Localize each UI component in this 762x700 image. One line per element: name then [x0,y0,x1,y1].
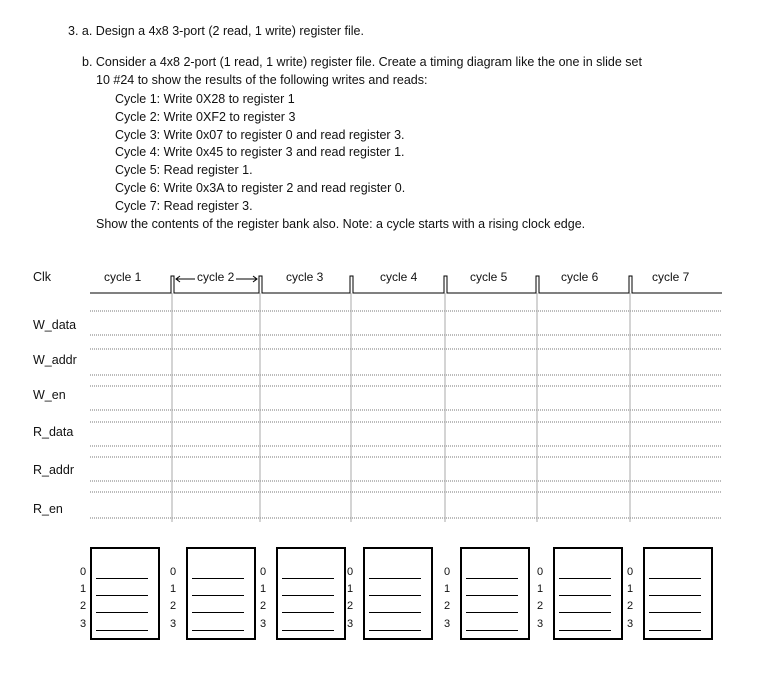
register-address-label: 3 [626,618,634,630]
register-address-label: 2 [79,600,87,612]
register-address-label: 3 [259,618,267,630]
register-value-slot[interactable] [282,595,334,596]
register-address-label: 1 [626,583,634,595]
register-value-slot[interactable] [649,630,701,631]
register-value-slot[interactable] [649,595,701,596]
question-part-b-line1: b. Consider a 4x8 2-port (1 read, 1 write) register file. Create a timing diagram like the one in slide set [82,55,642,69]
register-value-slot[interactable] [192,630,244,631]
cycle-instruction-3: Cycle 3: Write 0x07 to register 0 and read register 3. [115,128,405,142]
cycle-instruction-2: Cycle 2: Write 0XF2 to register 3 [115,110,296,124]
register-address-label: 1 [259,583,267,595]
cycle-label-5: cycle 5 [470,270,508,284]
register-address-label: 1 [79,583,87,595]
register-value-slot[interactable] [559,595,611,596]
register-value-slot[interactable] [649,578,701,579]
register-value-slot[interactable] [282,578,334,579]
cycle-label-2: cycle 2 [197,270,235,284]
cycle-instruction-4: Cycle 4: Write 0x45 to register 3 and read register 1. [115,145,405,159]
register-address-label: 1 [536,583,544,595]
register-value-slot[interactable] [466,578,518,579]
register-address-label: 0 [79,566,87,578]
register-value-slot[interactable] [369,578,421,579]
signal-label-r-addr: R_addr [33,463,74,477]
register-value-slot[interactable] [466,630,518,631]
register-bank-frame [276,547,346,640]
register-address-label: 3 [443,618,451,630]
signal-label-w-data: W_data [33,318,77,332]
register-address-label: 1 [443,583,451,595]
register-address-label: 2 [536,600,544,612]
register-value-slot[interactable] [192,612,244,613]
question-note: Show the contents of the register bank also. Note: a cycle starts with a rising clock edge. [96,217,586,231]
register-value-slot[interactable] [192,578,244,579]
register-address-label: 3 [79,618,87,630]
cycle-label-4: cycle 4 [380,270,418,284]
register-value-slot[interactable] [466,595,518,596]
cycle-label-6: cycle 6 [561,270,599,284]
register-value-slot[interactable] [96,630,148,631]
register-address-label: 2 [259,600,267,612]
register-bank-frame [186,547,256,640]
register-address-label: 2 [169,600,177,612]
signal-label-r-en: R_en [33,502,63,516]
register-address-label: 0 [169,566,177,578]
register-value-slot[interactable] [369,630,421,631]
register-value-slot[interactable] [559,612,611,613]
register-bank-frame [460,547,530,640]
signal-label-w-en: W_en [33,388,66,402]
register-value-slot[interactable] [96,578,148,579]
register-bank-frame [90,547,160,640]
register-address-label: 1 [346,583,354,595]
signal-label-w-addr: W_addr [33,353,77,367]
register-address-label: 3 [346,618,354,630]
register-address-label: 0 [536,566,544,578]
register-value-slot[interactable] [192,595,244,596]
cycle-instruction-5: Cycle 5: Read register 1. [115,163,253,177]
register-bank-frame [553,547,623,640]
register-address-label: 2 [346,600,354,612]
register-address-label: 0 [346,566,354,578]
register-value-slot[interactable] [282,612,334,613]
register-value-slot[interactable] [96,612,148,613]
signal-label-clk: Clk [33,270,52,284]
signal-label-r-data: R_data [33,425,74,439]
register-value-slot[interactable] [649,612,701,613]
cycle-label-7: cycle 7 [652,270,690,284]
cycle-instruction-6: Cycle 6: Write 0x3A to register 2 and read register 0. [115,181,406,195]
register-address-label: 3 [169,618,177,630]
register-bank-frame [363,547,433,640]
cycle-instruction-7: Cycle 7: Read register 3. [115,199,253,213]
register-address-label: 1 [169,583,177,595]
register-value-slot[interactable] [96,595,148,596]
register-address-label: 0 [259,566,267,578]
register-value-slot[interactable] [369,595,421,596]
register-value-slot[interactable] [282,630,334,631]
register-value-slot[interactable] [466,612,518,613]
cycle-instruction-1: Cycle 1: Write 0X28 to register 1 [115,92,295,106]
register-value-slot[interactable] [559,630,611,631]
register-bank-frame [643,547,713,640]
register-address-label: 0 [626,566,634,578]
cycle-label-1: cycle 1 [104,270,142,284]
register-address-label: 3 [536,618,544,630]
question-part-b-line2: 10 #24 to show the results of the following writes and reads: [96,73,428,87]
register-address-label: 0 [443,566,451,578]
question-part-a: 3. a. Design a 4x8 3-port (2 read, 1 write) register file. [68,24,364,38]
register-address-label: 2 [443,600,451,612]
register-value-slot[interactable] [369,612,421,613]
register-value-slot[interactable] [559,578,611,579]
register-address-label: 2 [626,600,634,612]
cycle-label-3: cycle 3 [286,270,324,284]
